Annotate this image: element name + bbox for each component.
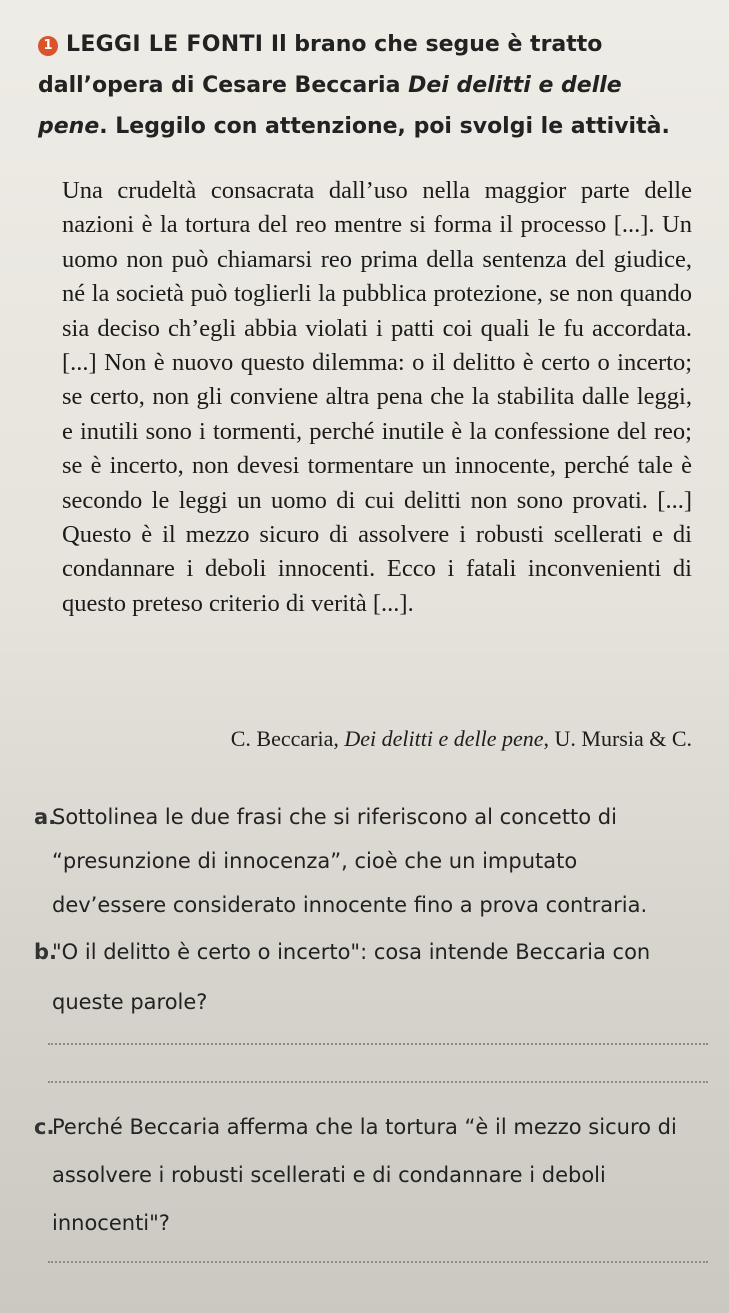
intro-work-title: Dei delitti e delle pene (38, 73, 622, 139)
citation-author: C. Beccaria, (230, 726, 345, 751)
exercise-text: Perché Beccaria afferma che la tortura “è il mezzo sicuro di assolvere i robusti scellerati e di condannare i deboli innocenti"? (52, 1115, 677, 1235)
intro-text-before: Il brano che segue è tratto dall’opera di Cesare Beccaria (38, 32, 603, 98)
exercise-a (34, 795, 698, 927)
exercise-letter: a. (34, 805, 57, 829)
exercise-text: Sottolinea le due frasi che si riferiscono al concetto di “presunzione di innocenza”, cioè che un imputato dev’essere considerato innocente fino a prova contraria. (52, 805, 648, 917)
answer-line[interactable] (48, 1261, 708, 1263)
quote-paragraph: Una crudeltà consacrata dall’uso nella maggior parte delle nazioni è la tortura del reo mentre si forma il processo [...]. Un uomo non può chiamarsi reo prima della sentenza del giudice, né la società può toglierli la pubblica protezione, se non quando sia deciso ch’egli abbia violati i patti coi quali le fu accordata. [...] Non è nuovo questo dilemma: o il delitto è certo o incerto; se certo, non gli conviene altra pena che la stabilita dalle leggi, e inutili sono i tormenti, perché inutile è la confessione del reo; se è incerto, non devesi tormentare un innocente, perché tale è secondo le leggi un uomo di cui delitti non sono provati. [...] Questo è il mezzo sicuro di assolvere i robusti scellerati e di condannare i deboli innocenti. Ecco i fatali inconvenienti di questo preteso criterio di verità [...]. (62, 177, 692, 617)
exercise-letter: b. (34, 940, 58, 964)
exercise-letter: c. (34, 1115, 55, 1139)
activity-intro (38, 24, 698, 147)
exercise-c (34, 1103, 698, 1247)
exercise-list (34, 795, 698, 1263)
source-citation (62, 722, 692, 756)
exercise-b (34, 927, 698, 1027)
citation-work: Dei delitti e delle pene (344, 726, 544, 751)
answer-line[interactable] (48, 1081, 708, 1083)
answer-line[interactable] (48, 1043, 708, 1045)
intro-text-after: . Leggilo con attenzione, poi svolgi le attività. (99, 114, 670, 139)
source-quote (62, 174, 692, 621)
citation-publisher: , U. Mursia & C. (543, 726, 692, 751)
activity-label: LEGGI LE FONTI (66, 32, 264, 57)
activity-number-badge: 1 (38, 36, 58, 56)
exercise-text: "O il delitto è certo o incerto": cosa intende Beccaria con queste parole? (52, 940, 651, 1014)
